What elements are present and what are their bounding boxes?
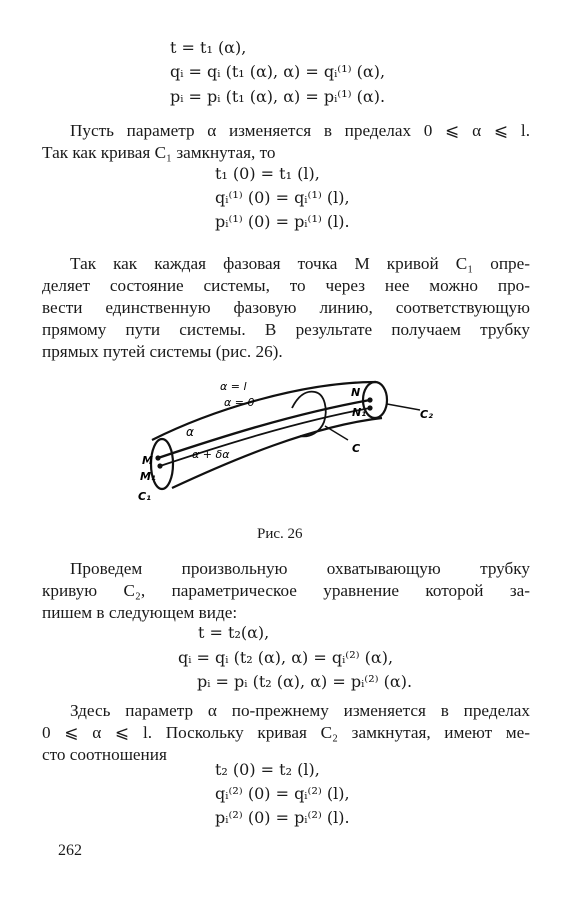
text-line: Так как кривая C₁ замкнутая, то: [42, 143, 276, 162]
text-line: деляет состояние системы, то через нее можно про-: [42, 276, 530, 295]
label-alpha-dalpha: α + δα: [192, 448, 230, 461]
text-line: прямому пути системы. В результате получаем трубку: [42, 320, 530, 339]
text-line: прямых путей системы (рис. 26).: [42, 342, 283, 361]
text-line: Проведем произвольную охватывающую трубку: [70, 559, 530, 578]
point-m: [155, 455, 160, 460]
equation-p: pᵢ = pᵢ (t₁ (α), α) = pᵢ⁽¹⁾ (α).: [170, 87, 386, 106]
label-m: M: [142, 454, 153, 467]
text-line: вести единственную фазовую линию, соответствующую: [42, 298, 530, 317]
tube-figure: [120, 360, 450, 520]
point-n: [367, 397, 372, 402]
equation-t: t = t₁ (α),: [170, 38, 247, 57]
label-m1: M₁: [140, 470, 156, 483]
equation-p2: pᵢ = pᵢ (t₂ (α), α) = pᵢ⁽²⁾ (α).: [197, 672, 413, 691]
text-line: пишем в следующем виде:: [42, 603, 238, 622]
label-n: N: [351, 386, 361, 399]
paragraph-c2-closed: [42, 700, 530, 766]
text-line: Здесь параметр α по-прежнему изменяется в пределах: [70, 701, 530, 720]
leader-c2: [387, 404, 420, 410]
label-alpha-0: α = 0: [224, 396, 255, 409]
equation-q: qᵢ = qᵢ (t₁ (α), α) = qᵢ⁽¹⁾ (α),: [170, 62, 386, 81]
equation-t2: t = t₂(α),: [198, 623, 270, 642]
label-c: C: [352, 442, 361, 455]
figure-caption: Рис. 26: [257, 526, 303, 542]
label-alpha: α: [186, 425, 194, 439]
equation-q2-closure: qᵢ⁽²⁾ (0) = qᵢ⁽²⁾ (l),: [215, 784, 350, 803]
point-n1: [367, 405, 372, 410]
label-n1: N₁: [352, 406, 367, 419]
equation-p2-closure: pᵢ⁽²⁾ (0) = pᵢ⁽²⁾ (l).: [215, 808, 350, 827]
equation-t1-closure: t₁ (0) = t₁ (l),: [215, 164, 320, 183]
paragraph-parameter-range: [42, 120, 530, 164]
paragraph-phase-point: [42, 253, 530, 363]
equation-q1-closure: qᵢ⁽¹⁾ (0) = qᵢ⁽¹⁾ (l),: [215, 188, 350, 207]
text-line: кривую C₂, параметрическое уравнение которой за-: [42, 581, 530, 600]
paragraph-enveloping-tube: [42, 558, 530, 624]
text-line: Так как каждая фазовая точка M кривой C₁ опре-: [70, 254, 530, 273]
text-line: Пусть параметр α изменяется в пределах 0 ⩽ α ⩽ l.: [70, 121, 530, 140]
text-line: 0 ⩽ α ⩽ l. Поскольку кривая C₂ замкнутая, имеют ме-: [42, 723, 530, 742]
equation-t2-closure: t₂ (0) = t₂ (l),: [215, 760, 320, 779]
label-c1: C₁: [138, 490, 151, 503]
equation-q2: qᵢ = qᵢ (t₂ (α), α) = qᵢ⁽²⁾ (α),: [178, 648, 394, 667]
page-number: 262: [58, 842, 82, 859]
equation-p1-closure: pᵢ⁽¹⁾ (0) = pᵢ⁽¹⁾ (l).: [215, 212, 350, 231]
text-line: сто соотношения: [42, 745, 167, 764]
point-m1: [157, 463, 162, 468]
label-alpha-l: α = l: [220, 380, 247, 393]
label-c2: C₂: [420, 408, 433, 421]
leader-c: [325, 426, 348, 440]
